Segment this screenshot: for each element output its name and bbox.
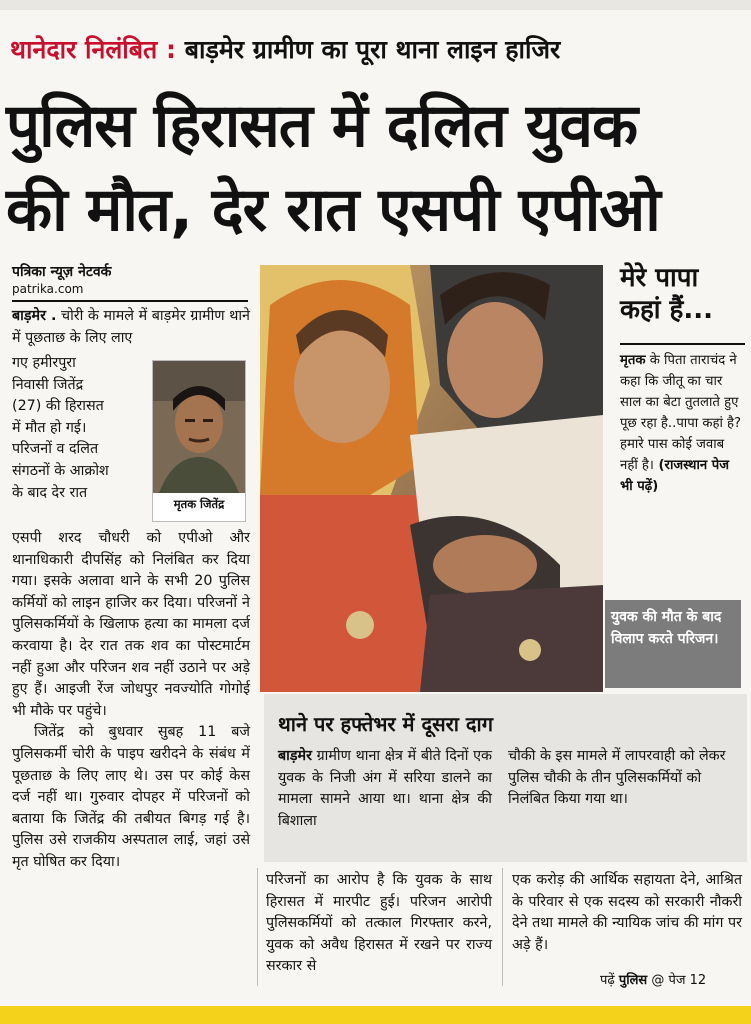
box-dateline: बाड़मेर: [278, 748, 312, 764]
continue-reference: [600, 970, 706, 988]
side-body: के पिता ताराचंद ने कहा कि जीतू का चार साल का बेटा तुतलाते हुए पूछ रहा है..पापा कहां है? हमारे पास कोई जवाब नहीं है।: [620, 353, 742, 473]
wrap-line: गए हमीरपुरा: [12, 355, 76, 371]
col1-body: [12, 528, 250, 874]
grieving-family-photo: [260, 265, 603, 692]
continue-word: पुलिस: [618, 973, 648, 988]
box-right-text: चौकी के इस मामले में लापरवाही को लेकर पुलिस चौकी के तीन पुलिसकर्मियों को निलंबित किया गया था।: [508, 748, 726, 808]
headline-line-2: की मौत, देर रात एसपी एपीओ: [6, 175, 660, 245]
side-ref: (राजस्थान पेज भी पढ़ें): [620, 458, 730, 494]
wrap-line: संगठनों के आक्रोश: [12, 462, 109, 479]
byline-rule: [12, 300, 248, 302]
side-lead: मृतक: [620, 353, 646, 368]
col1-wrap: [12, 353, 146, 504]
site-url: patrika.com: [12, 282, 84, 296]
kicker-text: बाड़मेर ग्रामीण का पूरा थाना लाइन हाजिर: [184, 35, 561, 64]
bottom-yellow-strip: [0, 1006, 751, 1024]
col1-intro: [12, 306, 250, 349]
top-strip: [0, 0, 751, 10]
wrap-line: परिजनों व दलित: [12, 441, 99, 458]
headline-line-1: पुलिस हिरासत में दलित युवक: [6, 91, 638, 161]
wrap-line: निवासी जितेंद्र: [12, 376, 84, 393]
victim-inset-photo: [152, 360, 246, 522]
column-separator: [502, 868, 503, 986]
victim-portrait: [153, 361, 245, 493]
wrap-line: के बाद देर रात: [12, 484, 88, 501]
col1-para-1: एसपी शरद चौधरी को एपीओ और थानाधिकारी दीपसिंह को निलंबित कर दिया गया। इसके अलावा थाने के सभी 20 पुलिस कर्मियों को लाइन हाजिर कर दिया। परिजनों ने पुलिसकर्मियों के खिलाफ हत्या का मामला दर्ज करवाया है। देर रात तक शव का पोस्टमार्टम नहीं हुआ और परिजन शव नहीं उठाने पर अड़े हुए हैं। आइजी रेंज जोधपुर नवज्योति गोगोई भी मौके पर पहुंचे।: [12, 530, 250, 719]
wrap-line: में मौत हो गई।: [12, 419, 87, 436]
byline: पत्रिका न्यूज़ नेटवर्क: [12, 264, 112, 280]
box-headline: थाने पर हफ्तेभर में दूसरा दाग: [278, 712, 493, 736]
box-left-body: ग्रामीण थाना क्षेत्र में बीते दिनों एक युवक के निजी अंग में सरिया डालने का मामला सामने आया था। थाना क्षेत्र की बिशाला: [278, 748, 492, 829]
col1-para-2: जितेंद्र को बुधवार सुबह 11 बजे पुलिसकर्मी चोरी के पाइप खरीदने के संबंध में पूछताछ के लिए लाए थे। उस पर कोई केस दर्ज नहीं था। गुरुवार दोपहर में परिजनों को बताया कि जितेंद्र की तबीयत बिगड़ गई है। पुलिस उसे राजकीय अस्पताल लाई, जहां उसे मृत घोषित कर दिया।: [12, 724, 250, 870]
continue-page: @ पेज 12: [647, 973, 707, 988]
kicker-label: थानेदार निलंबित :: [10, 35, 177, 64]
box-left-text: [278, 746, 492, 832]
col2-bottom: परिजनों का आरोप है कि युवक के साथ हिरासत में मारपीट हुई। परिजन आरोपी पुलिसकर्मियों को तत्काल गिरफ्तार करने, युवक को अवैध हिरासत में रखने पर राज्य सरकार से: [266, 872, 492, 975]
col1-intro-text: चोरी के मामले में बाड़मेर ग्रामीण थाने में पूछताछ के लिए लाए: [12, 308, 250, 346]
side-rule: [620, 343, 745, 345]
photo-caption: युवक की मौत के बाद विलाप करते परिजन।: [605, 600, 741, 688]
side-headline: मेरे पापा कहां हैं...: [620, 263, 713, 325]
kicker: [10, 32, 745, 66]
inset-caption: मृतक जितेंद्र: [173, 497, 225, 511]
continue-prefix: पढ़ें: [600, 973, 619, 988]
dateline: बाड़मेर .: [12, 308, 57, 324]
wrap-line: (27) की हिरासत: [12, 398, 104, 415]
column-separator: [257, 868, 258, 986]
side-story: [620, 350, 745, 497]
col3-bottom: एक करोड़ की आर्थिक सहायता देने, आश्रित के परिवार से एक सदस्य को सरकारी नौकरी देने तथा मामले की न्यायिक जांच की मांग पर अड़े हैं।: [512, 872, 742, 953]
